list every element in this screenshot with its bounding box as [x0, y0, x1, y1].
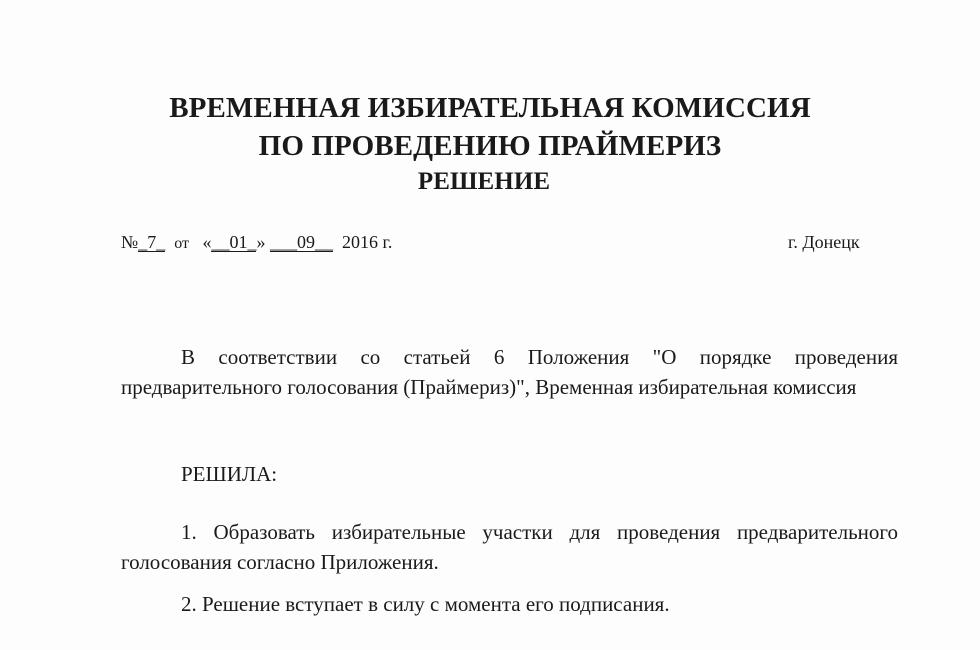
decision-day: __01_: [211, 232, 257, 252]
decision-number: _7_: [138, 232, 166, 252]
preamble-paragraph: В соответствии со статьей 6 Положения "О порядке проведения предварительного голосования (Праймериз)", Временная избирательная комиссия: [121, 345, 898, 399]
from-label: от: [174, 235, 189, 252]
decision-month: ___09__: [269, 232, 333, 252]
commission-title-line1: ВРЕМЕННАЯ ИЗБИРАТЕЛЬНАЯ КОМИССИЯ: [169, 92, 811, 124]
decision-year: 2016 г.: [341, 232, 393, 252]
day-open-quote: «: [202, 232, 212, 252]
decision-number-date: [121, 232, 392, 253]
number-prefix: №: [121, 232, 139, 252]
commission-title-line2: ПО ПРОВЕДЕНИЮ ПРАЙМЕРИЗ: [258, 130, 722, 162]
decision-item-1: 1. Образовать избирательные участки для проведения предварительного голосования согласно Приложения.: [121, 520, 898, 574]
document-type-title: РЕШЕНИЕ: [417, 168, 551, 195]
city-label: г. Донецк: [788, 232, 860, 252]
decision-item-2: 2. Решение вступает в силу с момента его подписания.: [181, 592, 670, 616]
decided-heading: РЕШИЛА:: [181, 462, 278, 486]
day-close-quote: »: [256, 232, 266, 252]
